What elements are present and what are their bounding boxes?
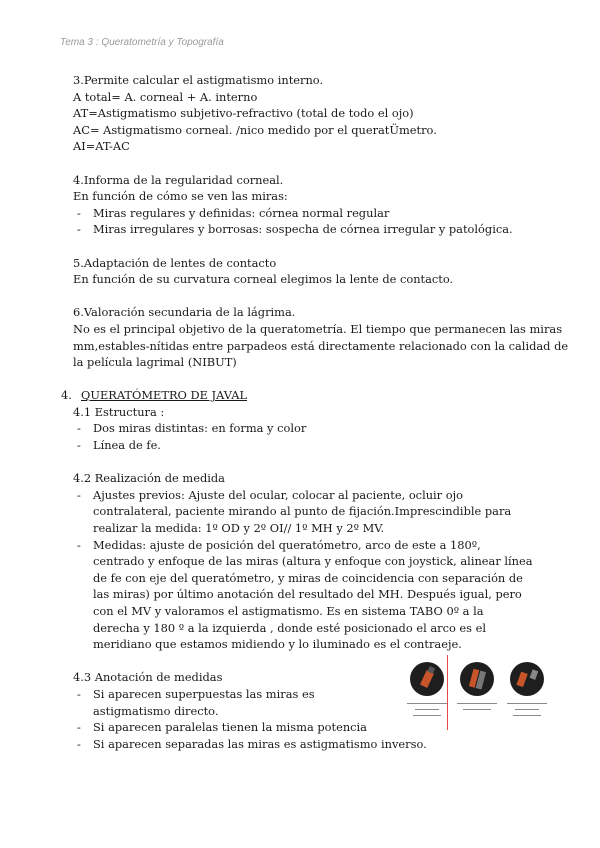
s4-title: 4.Informa de la regularidad corneal. (73, 172, 284, 187)
mire-panel-separated (505, 655, 549, 730)
s41-bullet-1: - Dos miras distintas: en forma y color (73, 420, 533, 437)
s3-line-2: AT=Astigmatismo subjetivo-refractivo (total de todo el ojo) (73, 106, 414, 121)
s43-bullet-2: - Si aparecen paralelas tienen la misma potencia (73, 719, 533, 736)
s41-title: 4.1 Estructura : (73, 404, 165, 419)
s3-line-3: AC= Astigmatismo corneal. /nico medido por el queratÜmetro. (73, 122, 437, 137)
s42-bullet-2: - Medidas: ajuste de posición del queratómetro, arco de este a 180º, centrado y enfoque de las miras (altura y enfoque con joystick, alinear línea de fe con eje del queratómetro, y miras de coincidencia con separación de las miras) por último anotación del resultado del MH. Después igual, pero con el MV y valoramos el astigmatismo. Es en sistema TABO 0º a la derecha y 180 º a la izquierda , donde esté posicionado el arco es el meridiano que estamos midiendo y lo iluminado es el contraeje. (73, 537, 533, 653)
page-header: Tema 3 : Queratometría y Topografía (60, 37, 224, 48)
s43-title: 4.3 Anotación de medidas (73, 670, 223, 685)
s42-title: 4.2 Realización de medida (73, 471, 225, 486)
s3-line-4: AI=AT-AC (73, 139, 130, 154)
s6-line-2: mm,estables-nítidas entre parpadeos está directamente relacionado con la calidad de (73, 338, 569, 353)
mire-circle-icon (460, 662, 494, 696)
s42-bullet-1: - Ajustes previos: Ajuste del ocular, colocar al paciente, ocluir ojo contralateral, paciente mirando al punto de fijación.Imprescindible para realizar la medida: 1º OD y 2º OI// 1º MH y 2º MV. (73, 487, 533, 537)
section-4-number: 4. (61, 388, 72, 403)
s41-bullet-2: - Línea de fe. (73, 437, 533, 454)
s5-line-1: En función de su curvatura corneal elegimos la lente de contacto. (73, 272, 454, 287)
document-body (61, 72, 569, 752)
s5-title: 5.Adaptación de lentes de contacto (73, 255, 277, 270)
mires-figure (405, 655, 550, 730)
s3-title: 3.Permite calcular el astigmatismo interno. (73, 73, 324, 87)
s4-intro: En función de cómo se ven las miras: (73, 189, 288, 204)
s6-line-1: No es el principal objetivo de la queratometría. El tiempo que permanecen las miras (73, 321, 563, 336)
s6-title: 6.Valoración secundaria de la lágrima. (73, 305, 296, 320)
mire-circle-icon (510, 662, 544, 696)
section-4-heading (61, 387, 533, 404)
figure-divider (447, 655, 448, 730)
s43-bullet-3: - Si aparecen separadas las miras es astigmatismo inverso. (73, 736, 533, 753)
s3-line-1: A total= A. corneal + A. interno (73, 89, 258, 104)
mire-panel-parallel (455, 655, 499, 730)
s6-line-3: la película lagrimal (NIBUT) (73, 355, 237, 370)
s4-bullet-2: - Miras irregulares y borrosas: sospecha de córnea irregular y patológica. (73, 221, 533, 238)
mire-circle-icon (410, 662, 444, 696)
s43-bullet-1: - Si aparecen superpuestas las miras es astigmatismo directo. (73, 686, 393, 719)
mire-panel-superimposed (405, 655, 449, 730)
section-4-title: QUERATÓMETRO DE JAVAL (81, 388, 248, 403)
s4-bullet-1: - Miras regulares y definidas: córnea normal regular (73, 205, 533, 222)
